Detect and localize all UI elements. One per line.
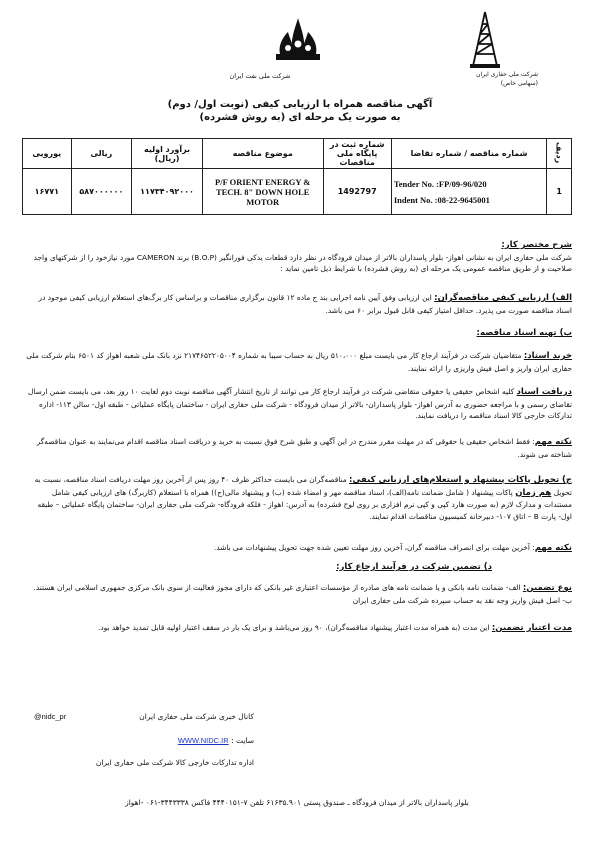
channel-handle[interactable]: @nidc_pr [34,712,67,721]
page-title [140,98,460,124]
jim-text1: مناقصه‌گران می بایست حداکثر ظرف ۴۰ روز پس از آخرین روز مهلت دریافت اسناد مناقصه، نسبت به تحویل [34,475,572,497]
note2-label: نکته مهم [534,543,572,553]
tender-table [22,138,572,215]
dal-section [22,562,572,574]
table-row [23,169,572,215]
guarantee-type-text: الف- ضمانت نامه بانکی و یا ضمانت نامه های صادره از مؤسسات اعتباری غیر بانکی که دارای مجوز فعالیت از سوی بانک مرکزی جمهوری اسلامی ایران هستند. ب- اصل فیش واریز وجه نقد به حساب سپرده شرکت ملی حفاری ایران [33,583,572,605]
buy-section [22,350,572,374]
note1-section [22,436,572,460]
cell-row: 1 [547,169,572,215]
alef-section [22,292,572,316]
validity-text: این مدت (به همراه مدت اعتبار پیشنهاد مناقصه‌گران)، ۹۰ روز می‌باشد و برای یک بار در سقف اعتبار اولیه قابل تمدید خواهد بود. [98,623,490,632]
guarantee-type-label: نوع تضمین: [522,583,572,593]
department-text: اداره تدارکات خارجی کالا شرکت ملی حفاری ایران [95,758,254,767]
dal-label: د) تضمین شرکت در فرآیند ارجاع کار: [336,562,492,572]
company-left-name: شرکت ملی نفت ایران [229,72,291,80]
validity-label: مدت اعتبار تضمین: [491,623,572,633]
alef-label: الف) ارزیابی کیفی مناقصه‌گران: [434,293,572,303]
col-euro-header: یورویی [23,139,72,169]
validity-section [22,622,572,635]
alef-text: این ارزیابی وفق آیین نامه اجرایی بند ج ماده ۱۲ قانون برگزاری مناقصات و براساس کار برگ‌های استعلام ارزیابی کیفی موجود در اسناد مناقصه صورت می پذیرد. حداقل امتیاز کیفی قابل قبول برابر ۶۰ می باشد. [38,293,572,315]
summary-text: شرکت ملی حفاری ایران به نشانی اهواز- بلوار پاسداران بالاتر از میدان فرودگاه در نظر دارد قطعات یدکی فورانگیر (B.O.P) برند CAMERON مورد نیازخود را از شرکتهای واجد صلاحیت و از طریق مناقصه عمومی یک مرحله ای (به روش فشرده) با شرایط ذیل تامین نماید : [33,252,572,273]
jim-label: ج) تحویل پاکات پیشنهاد و استعلام‌های ارزیابی کیفی: [349,475,572,485]
site-line [34,736,254,745]
site-label: سایت : [231,736,254,745]
buy-label: خرید اسناد: [523,351,572,361]
col-tender-no-header: شماره مناقصه / شماره تقاضا [391,139,546,169]
company-right-name [428,70,538,88]
department-line [34,758,254,767]
col-rial-header: ریالی [71,139,132,169]
be-section [22,328,572,340]
cell-tender-no [391,169,546,215]
cell-euro: ۱۶۷۷۱ [23,169,72,215]
summary-section [22,240,572,275]
jim-section [22,474,572,522]
col-row-header: ردیف [547,139,572,169]
cell-rial: ۵۸۷۰۰۰۰۰۰ [71,169,132,215]
tender-number: Tender No. :FP/09-96/020 [393,178,487,189]
buy-text: متقاضیان شرکت در فرآیند ارجاع کار می بایست مبلغ ۵۱۰،۰۰۰ ریال به حساب سیبا به شماره ۲۱۷۴۶۵۲۲۰۵۰۰۴ نزد بانک ملی شعبه اهواز کد ۶۵۰۱ بنام شرکت ملی حفاری ایران واریز و اصل فیش واریزی را ارائه نمایند. [26,351,572,373]
nioc-logo [270,14,326,64]
jim-simultaneous: هم زمان [515,487,552,498]
col-subject-header: موضوع مناقصه [202,139,323,169]
col-registration-header: شماره ثبت در پایگاه ملی مناقصات [323,139,391,169]
cell-registration: 1492797 [323,169,391,215]
cell-subject: P/F ORIENT ENERGY & TECH. 8" DOWN HOLE MOTOR [202,169,323,215]
title-line2: به صورت یک مرحله ای (به روش فشرده) [199,112,401,123]
receive-section [22,386,572,422]
receive-text: کلیه اشخاص حقیقی یا حقوقی متقاضی شرکت در فرآیند ارجاع کار می توانند از تاریخ انتشار آگهی مناقصه نوبت دوم لغایت ۱۰ روز بعد، می بایست ضمن ارسال تقاضای رسمی و با مراجعه حضوری به آدرس اهواز- بلوار پاسداران- بالاتر از میدان فرودگاه - شرکت ملی حفاری ایران - ساختمان پایگاه عملیاتی - طبقه اول- سالن ۱۱۳- اداره تدارکات خارجی کالا اسناد مناقصه را دریافت نمایند. [27,387,572,420]
indent-number: Indent No. :08-22-9645001 [393,194,490,205]
nidc-derrick-logo [468,10,502,70]
note2-section [22,542,572,555]
col-estimate-header: برآورد اولیه (ریال) [132,139,203,169]
jim-text2: پاکات پیشنهاد ( شامل ضمانت نامه(الف)، اسناد مناقصه مهر و امضاء شده (ب) و پیشنهاد مالی(ج)) همراه با استعلام (کاربرگ) های ارزیابی کیفی شامل مستندات و مدارک لازم (به صورت هارد کپی و کپی نرم افزاری بر روی لوح فشرده) به آدرس: اهواز - فلکه فرودگاه- شرکت ملی حفاری ایران- ساختمان پایگاه عملیاتی – طبقه اول- پارت B – اتاق ۱۰۷- دبیرخانه کمیسیون مناقصات اقدام نمایند. [37,487,572,521]
note1-label: نکته مهم [534,437,572,447]
cell-estimate: ۱۱۷۳۴۰۹۲۰۰۰ [132,169,203,215]
guarantee-type-section [22,582,572,606]
address-line: بلوار پاسداران بالاتر از میدان فرودگاه ـ صندوق پستی ۶۱۶۳۵.۹۰۱ تلفن ۷-۴۴۴۰۱۵۱ فاکس ۳۴۴۳۳۳۸-۰۶۱ -اهواز [125,798,469,807]
company-right-line2: (سهامی خاص) [500,80,538,87]
channel-text: کانال خبری شرکت ملی حفاری ایران [139,712,254,721]
title-line1: آگهی مناقصه همراه با ارزیابی کیفی (نوبت اول/ دوم) [167,99,433,110]
note2-text: : آخرین مهلت برای انصراف مناقصه گران، آخرین روز مهلت تعیین شده جهت تحویل پیشنهادات می باشد. [213,543,535,552]
note1-text: : فقط اشخاص حقیقی یا حقوقی که در مهلت مقرر مندرج در این آگهی و طبق شرح فوق نسبت به خرید و دریافت اسناد مناقصه اقدام می‌نمایند به عنوان مناقصه‌گر شناخته می شوند. [36,437,572,459]
site-link[interactable]: WWW.NIDC.IR [177,736,229,745]
receive-label: دریافت اسناد [516,387,572,397]
be-label: ب) تهیه اسناد مناقصه: [476,328,572,338]
company-right-line1: شرکت ملی حفاری ایران [476,71,538,78]
summary-title: شرح مختصر کار: [501,240,572,250]
channel-line [34,712,254,721]
